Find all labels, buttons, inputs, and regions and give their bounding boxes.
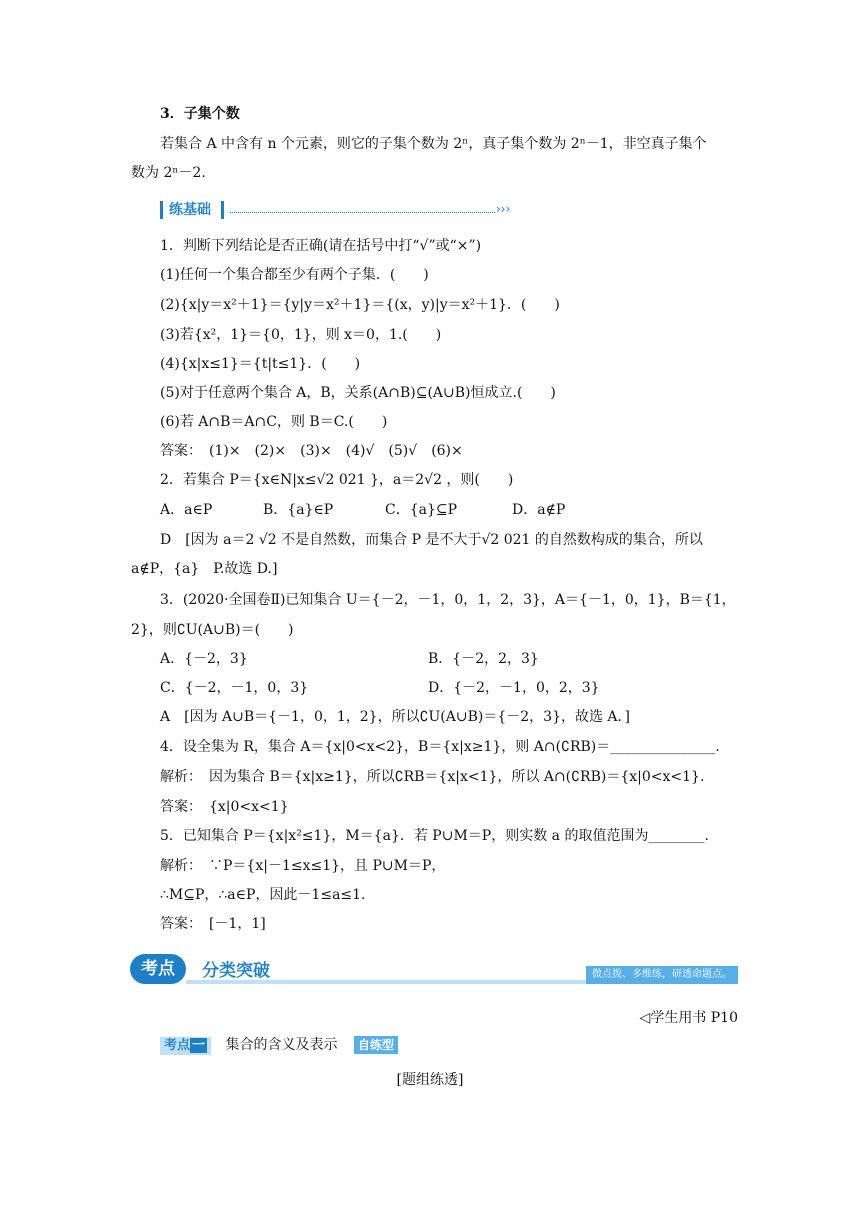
kaodian-one-heading (160, 1034, 398, 1054)
question-item: (6)若 A∩B＝A∩C，则 B＝C.( ) (160, 414, 388, 430)
solution-line: a∉P，{a} P.故选 D.] (131, 561, 278, 577)
option: A．a∈P (160, 502, 213, 518)
solution-line: D [因为 a＝2 √2 不是自然数，而集合 P 是不大于√2 021 的自然数构成的集合，所以 (160, 532, 703, 548)
paragraph-line: 若集合 A 中含有 n 个元素，则它的子集个数为 2ⁿ，真子集个数为 2ⁿ－1，非空真子集个 (160, 136, 707, 152)
option: B．{－2，2，3} (428, 651, 539, 667)
kaodian-label: 考点 一 (160, 1037, 211, 1055)
question-stem: 4．设全集为 R，集合 A＝{x|0<x<2}，B＝{x|x≥1}，则 A∩(∁RB)＝_______________. (160, 739, 720, 755)
answer-line: 答案： {x|0<x<1} (160, 799, 289, 815)
chevron-right-icon: ››› (496, 202, 511, 216)
solution-line: A [因为 A∪B＝{－1，0，1，2}，所以∁U(A∪B)＝{－2，3}，故选 A．] (160, 709, 631, 725)
question-stem: 2}，则∁U(A∪B)＝( ) (131, 622, 294, 638)
question-item: (2){x|y＝x²＋1}＝{y|y＝x²＋1}＝{(x，y)|y＝x²＋1}．( ) (160, 297, 560, 313)
question-item: (5)对于任意两个集合 A，B，关系(A∩B)⊆(A∪B)恒成立.( ) (160, 385, 556, 401)
question-stem: 1．判断下列结论是否正确(请在括号中打“√”或“×”) (160, 238, 482, 254)
answer-line: 答案： (1)× (2)× (3)× (4)√ (5)√ (6)× (160, 443, 463, 459)
kaodian-title: 分类突破 (202, 961, 270, 981)
practice-type-tag: 自练型 (354, 1036, 398, 1054)
banner-tag: 练基础 (160, 201, 217, 219)
kaodian-pill: 考点 (130, 954, 186, 984)
solution-line: 解析： 因为集合 B＝{x|x≥1}，所以∁RB＝{x|x<1}，所以 A∩(∁RB)＝{x|0<x<1}. (160, 769, 705, 785)
paragraph-line: 数为 2ⁿ－2. (131, 165, 206, 181)
option: A．{－2，3} (160, 651, 248, 667)
option: B．{a}∈P (263, 502, 334, 518)
section-heading: 3．子集个数 (160, 106, 240, 122)
question-item: (4){x|x≤1}＝{t|t≤1}．( ) (160, 356, 361, 372)
answer-line: 答案： [－1，1] (160, 916, 266, 932)
practice-banner (160, 201, 516, 221)
solution-line: ∴M⊆P，∴a∈P，因此－1≤a≤1. (160, 887, 366, 903)
question-stem: 3．(2020·全国卷Ⅱ)已知集合 U＝{－2，－1，0，1，2，3}，A＝{－1，0，1}，B＝{1， (160, 592, 736, 608)
option: D．a∉P (512, 502, 566, 518)
book-reference: ◁学生用书 P10 (639, 1010, 738, 1026)
banner-dots (230, 212, 495, 213)
solution-line: 解析： ∵P＝{x|－1≤x≤1}，且 P∪M＝P， (160, 858, 446, 874)
kaodian-subtitle: 微点拨、多维练，研透命题点。 (586, 966, 738, 984)
option: D．{－2，－1，0，2，3} (428, 680, 600, 696)
group-heading: [题组练透] (396, 1072, 464, 1088)
question-item: (3)若{x²，1}＝{0，1}，则 x＝0，1.( ) (160, 327, 442, 343)
kaodian-banner (130, 950, 738, 986)
option: C．{－2，－1，0，3} (160, 680, 309, 696)
banner-bar (221, 201, 224, 219)
question-stem: 5．已知集合 P＝{x|x²≤1}，M＝{a}．若 P∪M＝P，则实数 a 的取值范围为________. (160, 828, 709, 844)
question-stem: 2．若集合 P＝{x∈N|x≤√2 021 }，a＝2√2 ，则( ) (160, 472, 514, 488)
kaodian-topic: 集合的含义及表示 (225, 1037, 338, 1053)
question-item: (1)任何一个集合都至少有两个子集．( ) (160, 267, 429, 283)
option: C．{a}⊆P (385, 502, 458, 518)
